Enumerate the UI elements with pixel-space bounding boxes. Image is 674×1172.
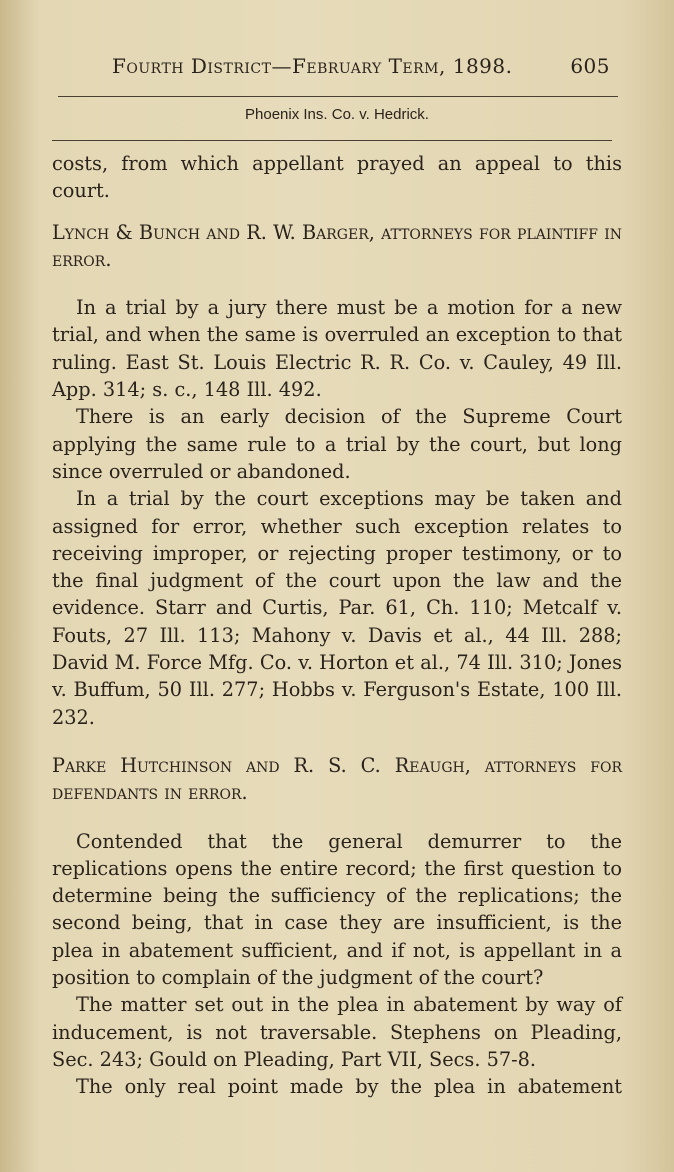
page-number: 605 [570,54,610,78]
running-head [112,54,612,78]
case-title-rule [52,140,612,141]
paragraph-real-point: The only real point made by the plea in abatement [76,1075,622,1099]
paragraph-general-demurrer: Contended that the general demurrer to the replications opens the entire record; the first question to determine being the sufficiency of the replications; the second being, that in case they are insufficient, is the plea in abatement sufficient, and if not, is appellant in a position to complain of the judgment of the court? [52,829,622,990]
header-rule [58,96,618,97]
paragraph-court-exceptions: In a trial by the court exceptions may be taken and assigned for error, whether such exception relates to receiving improper, or rejecting proper testimony, or to the final judgment of the court upon the law and the evidence. Starr and Curtis, Par. 61, Ch. 110; Metcalf v. Fouts, 27 Ill. 113; Mahony v. Davis et al., 44 Ill. 288; David M. Force Mfg. Co. v. Horton et al., 74 Ill. 310; Jones v. Buffum, 50 Ill. 277; Hobbs v. Ferguson's Estate, 100 Ill. 232. [52,487,622,729]
paragraph-early-decision: There is an early decision of the Supreme Court applying the same rule to a trial by the court, but long since overruled or abandoned. [52,405,622,483]
paragraph-costs: costs, from which appellant prayed an appeal to this court. [52,152,622,203]
running-head-title: Fourth District—February Term, 1898. [112,54,513,78]
paragraph-defendant-attorneys: Parke Hutchinson and R. S. C. Reaugh, attorneys for defendants in error. [52,753,622,805]
body-text [52,150,622,1101]
case-title: Phoenix Ins. Co. v. Hedrick. [245,106,429,123]
paragraph-jury-trial: In a trial by a jury there must be a motion for a new trial, and when the same is overruled an exception to that ruling. East St. Louis Electric R. R. Co. v. Cauley, 49 Ill. App. 314; s. c., 148 Ill. 492. [52,296,622,402]
paragraph-inducement: The matter set out in the plea in abatement by way of inducement, is not traversable. Stephens on Pleading, Sec. 243; Gould on Pleading, Part VII, Secs. 57-8. [52,993,622,1071]
paragraph-plaintiff-attorneys: Lynch & Bunch and R. W. Barger, attorneys for plaintiff in error. [52,220,622,271]
